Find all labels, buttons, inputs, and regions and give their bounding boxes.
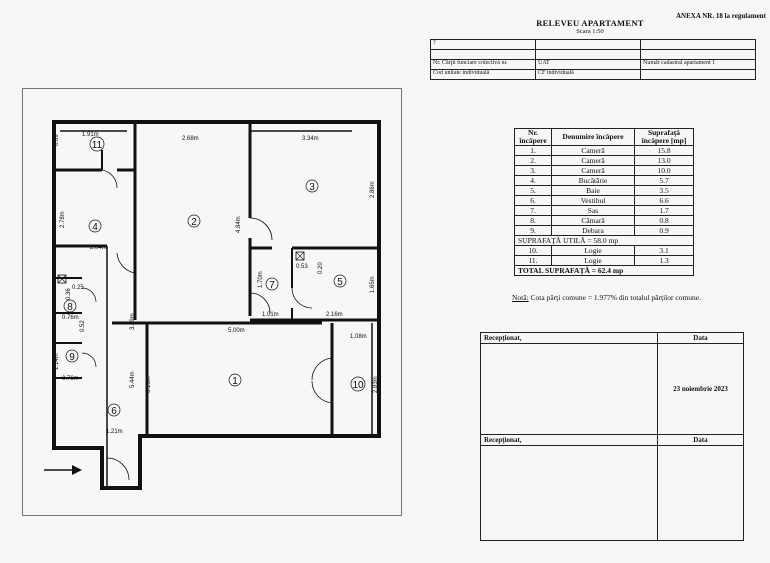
dimension-label: 2.16m (326, 312, 343, 318)
dimension-label: 0.53 (296, 264, 308, 270)
dimension-label: 3.34m (302, 136, 319, 142)
table-row (515, 206, 694, 216)
dimension-label: 3.39m (130, 313, 136, 330)
room-number-8: 8 (67, 302, 73, 313)
dimension-label: 1.14m (54, 353, 60, 370)
cell: 10. (515, 246, 552, 256)
info-cell (641, 50, 756, 60)
dimension-label: 2.04m (90, 245, 107, 251)
dimension-label: 2.86m (370, 181, 376, 198)
cell: Logie (552, 256, 635, 266)
cell: Sas (552, 206, 635, 216)
dimension-label: 1.21m (106, 429, 123, 435)
cell: 2. (515, 156, 552, 166)
table-row (515, 246, 694, 256)
room-number-4: 4 (92, 222, 98, 233)
date-cell-2 (658, 446, 744, 541)
dimension-label: 2.78m (60, 211, 66, 228)
dimension-label: 2.68m (182, 136, 199, 142)
signature-area-1 (481, 344, 658, 435)
dimension-label: 3.15m (146, 376, 152, 393)
annex-label: ANEXA NR. 18 la regulament (676, 12, 766, 20)
cell: Cameră (552, 146, 635, 156)
info-cadastral-number: Număr cadastral apartament 1 (641, 60, 756, 70)
page-title: RELEVEU APARTAMENT (536, 18, 644, 28)
table-row (515, 156, 694, 166)
reception-date-1: 23 noiembrie 2023 (658, 344, 744, 435)
table-row (515, 226, 694, 236)
room-number-1: 1 (232, 376, 238, 387)
date-header-2: Data (658, 435, 744, 446)
info-cell (641, 40, 756, 50)
cell: 6.6 (635, 196, 694, 206)
dimension-label: 1.65m (370, 276, 376, 293)
common-share-note (512, 293, 701, 302)
table-row (515, 186, 694, 196)
cell: 7. (515, 206, 552, 216)
cell: Cămară (552, 216, 635, 226)
room-number-6: 6 (111, 406, 117, 417)
cell: 1.7 (635, 206, 694, 216)
cell: 15.8 (635, 146, 694, 156)
cell: 0.8 (635, 216, 694, 226)
table-row (515, 176, 694, 186)
cell: 13.0 (635, 156, 694, 166)
info-unit-code: Cod unitate individuală (431, 70, 536, 80)
reception-table (480, 332, 744, 541)
cell: 4. (515, 176, 552, 186)
cell: Vestibul (552, 196, 635, 206)
dimension-label: 2.83m (373, 376, 379, 393)
info-cell (536, 40, 641, 50)
note-text: Cota părţi comune = 1.977% din totalul părţilor comune. (528, 293, 701, 302)
room-number-11: 11 (91, 140, 103, 151)
grand-area-total: TOTAL SUPRAFAŢĂ = 62.4 mp (515, 266, 694, 276)
dimension-label: 0.69 (54, 134, 60, 146)
cell: Cameră (552, 166, 635, 176)
rooms-table (514, 128, 694, 276)
dimension-label: 4.84m (236, 216, 242, 233)
cell: 0.9 (635, 226, 694, 236)
table-row (515, 166, 694, 176)
room-number-5: 5 (337, 277, 343, 288)
cell: 11. (515, 256, 552, 266)
cell: 5. (515, 186, 552, 196)
dimension-label: 1.01m (262, 312, 279, 318)
dimension-label: 5.00m (228, 328, 245, 334)
cell: 10.0 (635, 166, 694, 176)
cell: 3. (515, 166, 552, 176)
info-cell (536, 50, 641, 60)
cell: Baie (552, 186, 635, 196)
table-row (515, 216, 694, 226)
dimension-label: 0.25 (72, 285, 84, 291)
useful-area-total: SUPRAFAŢĂ UTILĂ = 58.0 mp (515, 236, 694, 246)
dimension-label: 0.76m (62, 376, 79, 382)
dimension-label: 1.08m (350, 334, 367, 340)
header-room-nr: Nr. încăpere (515, 129, 552, 146)
table-row (515, 256, 694, 266)
info-uat: UAT (536, 60, 641, 70)
room-number-3: 3 (309, 182, 315, 193)
cell: 5.7 (635, 176, 694, 186)
dimension-label: 0.20 (318, 262, 324, 274)
cell: 1. (515, 146, 552, 156)
table-row (515, 196, 694, 206)
cell: Cameră (552, 156, 635, 166)
dimension-label: 1.70m (258, 271, 264, 288)
dimension-label: 0.36 (66, 288, 72, 300)
cell: Logie (552, 246, 635, 256)
cell: 8. (515, 216, 552, 226)
cell: 6. (515, 196, 552, 206)
received-label-2: Recepţionat, (481, 435, 658, 446)
cell: Bucătărie (552, 176, 635, 186)
cell: 1.3 (635, 256, 694, 266)
signature-area-2 (481, 446, 658, 541)
header-room-name: Denumire încăpere (552, 129, 635, 146)
floor-plan (22, 88, 402, 516)
info-cf-individual: CF individuală (536, 70, 641, 80)
info-cell (641, 70, 756, 80)
scale-label: Scara 1:50 (576, 28, 604, 35)
info-cell (431, 50, 536, 60)
received-label-1: Recepţionat, (481, 333, 658, 344)
cadastral-info-table (430, 39, 756, 80)
cell: Debara (552, 226, 635, 236)
info-cell: ? (431, 40, 536, 50)
dimension-label: 1.91m (82, 132, 99, 138)
note-label: Notă: (512, 293, 529, 302)
cell: 3.5 (635, 186, 694, 196)
dimension-label: 0.76m (62, 315, 79, 321)
room-number-2: 2 (191, 217, 197, 228)
cell: 9. (515, 226, 552, 236)
info-cf-collective: Nr. Cărţii funciare colectivă nr. (431, 60, 536, 70)
dimension-label: 0.52 (80, 320, 86, 332)
table-row (515, 146, 694, 156)
room-number-7: 7 (269, 280, 275, 291)
header-room-area: Suprafaţă încăpere [mp] (635, 129, 694, 146)
date-header-1: Data (658, 333, 744, 344)
dimension-label: 5.44m (130, 371, 136, 388)
room-number-10: 10 (352, 380, 364, 391)
cell: 3.1 (635, 246, 694, 256)
room-number-9: 9 (69, 352, 75, 363)
